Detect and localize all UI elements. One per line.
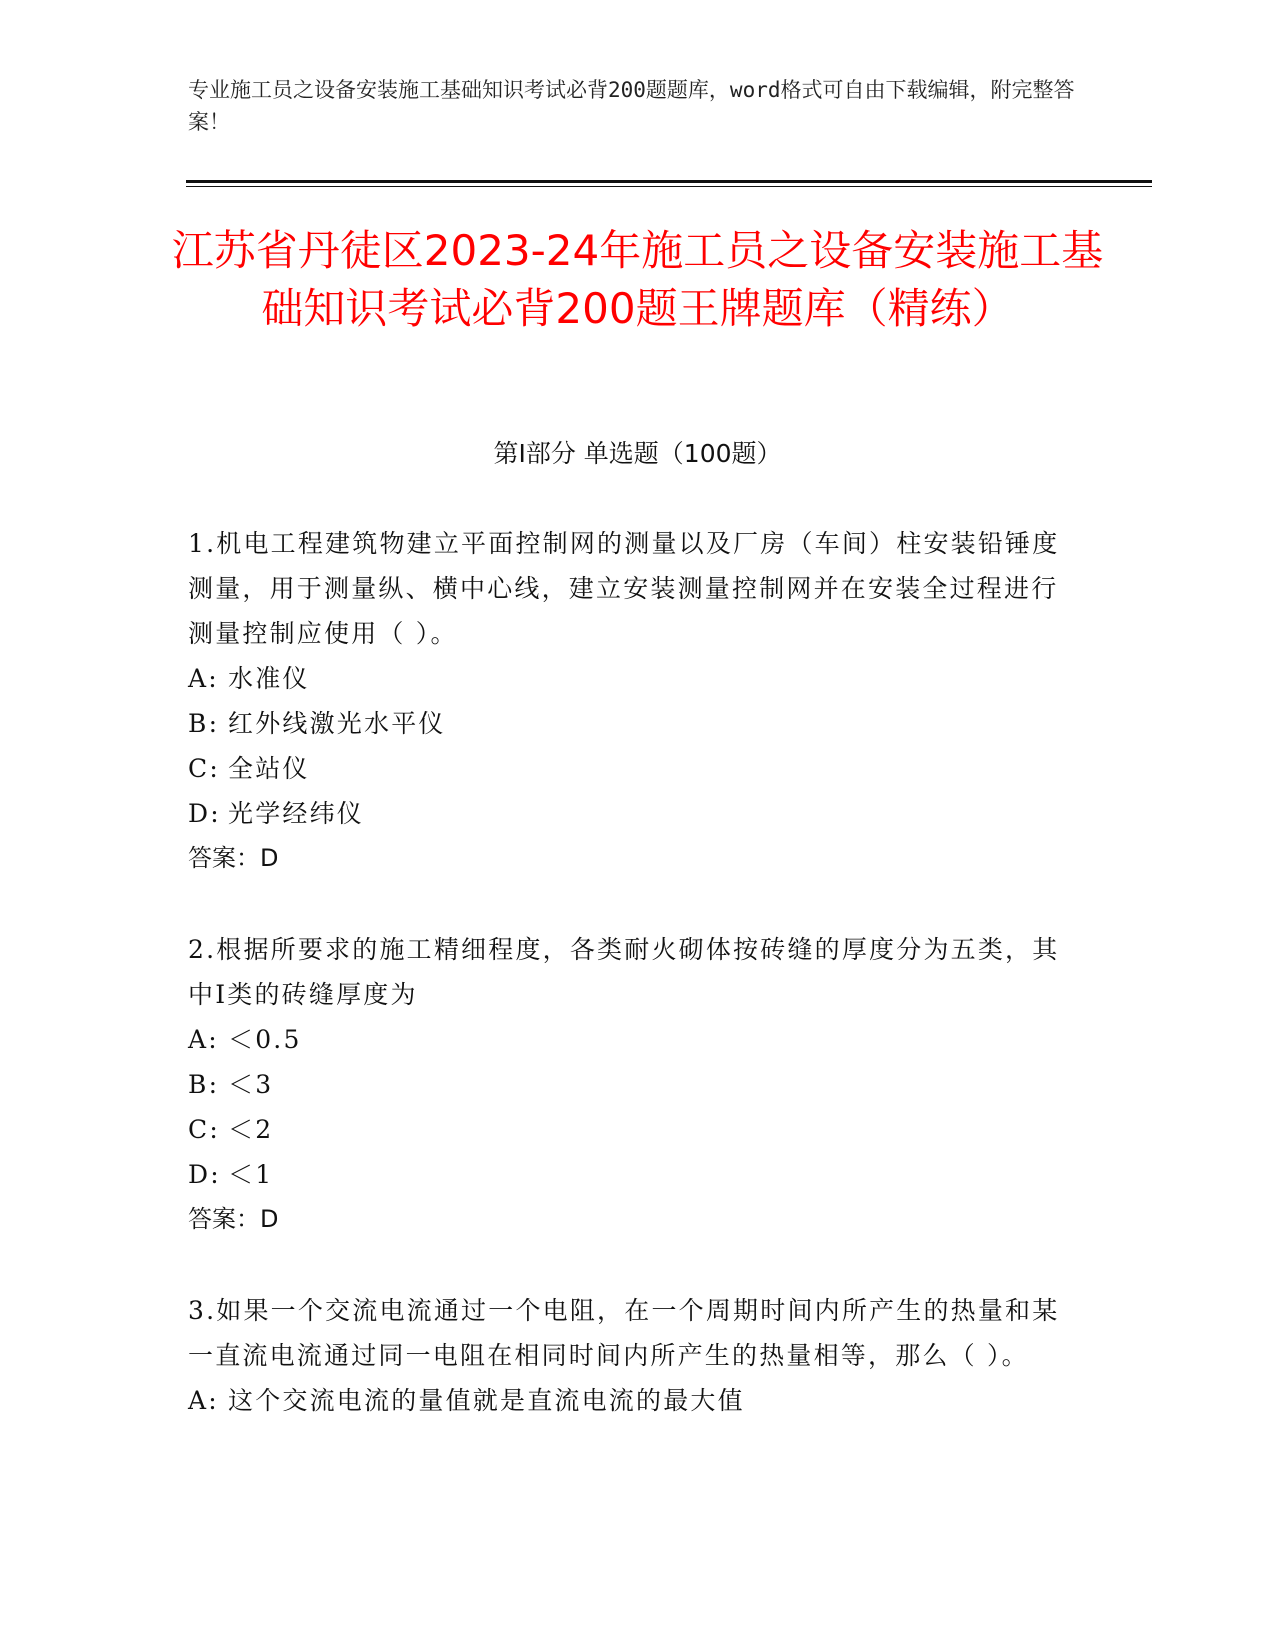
option-text: ＜1 xyxy=(228,1160,274,1189)
option-a xyxy=(188,656,1068,701)
question-stem: 1.机电工程建筑物建立平面控制网的测量以及厂房（车间）柱安装铅锤度测量，用于测量纵、横中心线，建立安装测量控制网并在安装全过程进行测量控制应使用（ ）。 xyxy=(188,529,1060,648)
option-a xyxy=(188,1378,1068,1423)
option-c xyxy=(188,1107,1068,1152)
answer-line xyxy=(188,836,1068,881)
option-key: D: xyxy=(188,799,221,828)
option-d xyxy=(188,791,1068,836)
question-list xyxy=(188,521,1068,1423)
option-key: A: xyxy=(188,1386,219,1415)
question-1 xyxy=(188,521,1068,881)
answer-value: D xyxy=(260,844,279,872)
answer-line xyxy=(188,1197,1068,1242)
option-c xyxy=(188,746,1068,791)
document-title: 江苏省丹徒区2023-24年施工员之设备安装施工基础知识考试必背200题王牌题库（精练） xyxy=(171,226,1104,333)
option-b xyxy=(188,701,1068,746)
option-b xyxy=(188,1062,1068,1107)
option-text: 全站仪 xyxy=(228,754,310,783)
answer-label: 答案： xyxy=(188,844,260,872)
option-text: ＜2 xyxy=(228,1115,274,1144)
question-3 xyxy=(188,1288,1068,1423)
option-key: C: xyxy=(188,754,220,783)
option-d xyxy=(188,1152,1068,1197)
option-key: C: xyxy=(188,1115,220,1144)
header-divider-thin xyxy=(186,186,1152,187)
option-key: A: xyxy=(188,664,219,693)
answer-value: D xyxy=(260,1205,279,1233)
option-text: 红外线激光水平仪 xyxy=(228,709,446,738)
question-stem: 2.根据所要求的施工精细程度，各类耐火砌体按砖缝的厚度分为五类，其中I类的砖缝厚度为 xyxy=(188,935,1060,1009)
option-key: B: xyxy=(188,709,220,738)
option-key: A: xyxy=(188,1025,219,1054)
option-text: 水准仪 xyxy=(228,664,310,693)
option-key: D: xyxy=(188,1160,221,1189)
section-title: 第I部分 单选题（100题） xyxy=(493,439,782,468)
header-note: 专业施工员之设备安装施工基础知识考试必背200题题库，word格式可自由下载编辑，附完整答案！ xyxy=(188,78,1075,134)
option-key: B: xyxy=(188,1070,220,1099)
answer-label: 答案： xyxy=(188,1205,260,1233)
option-text: ＜0.5 xyxy=(228,1025,302,1054)
question-stem: 3.如果一个交流电流通过一个电阻，在一个周期时间内所产生的热量和某一直流电流通过同一电阻在相同时间内所产生的热量相等，那么（ ）。 xyxy=(188,1296,1060,1370)
option-text: 这个交流电流的量值就是直流电流的最大值 xyxy=(228,1386,745,1415)
option-text: 光学经纬仪 xyxy=(228,799,365,828)
question-2 xyxy=(188,927,1068,1242)
header-divider-thick xyxy=(186,180,1152,183)
option-a xyxy=(188,1017,1068,1062)
option-text: ＜3 xyxy=(228,1070,274,1099)
